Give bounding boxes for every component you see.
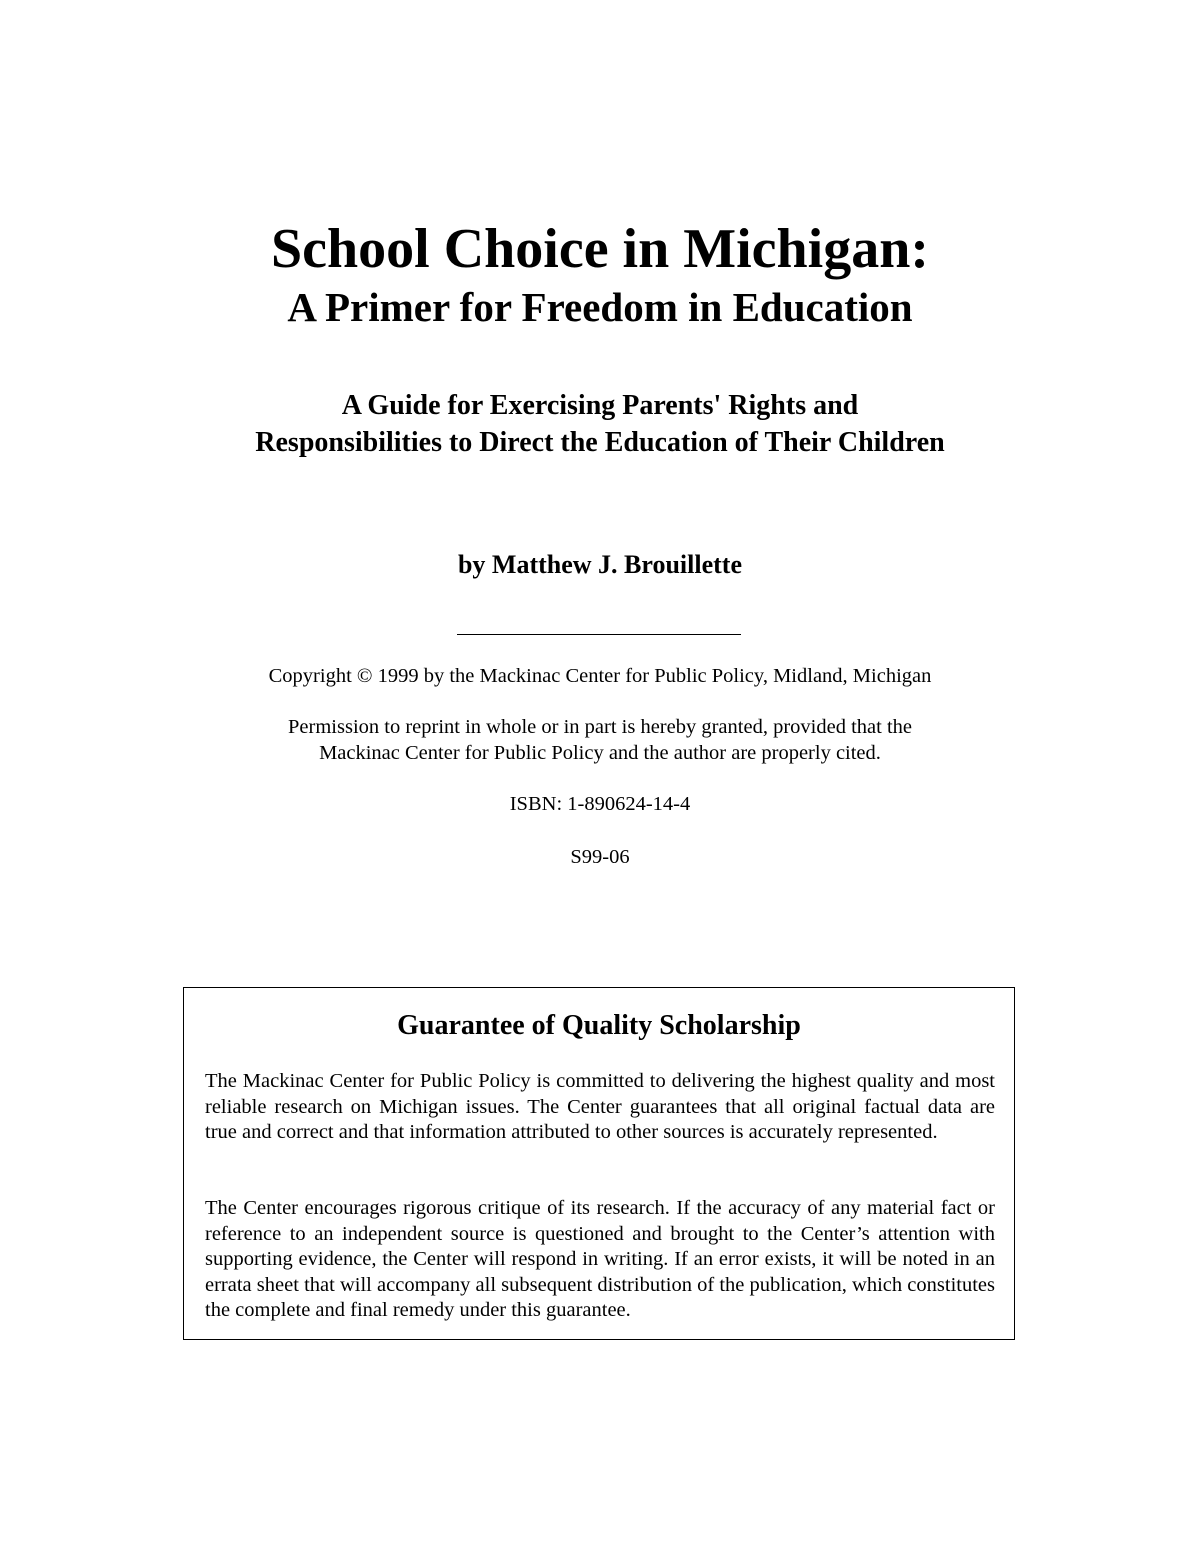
document-title: School Choice in Michigan: xyxy=(270,218,930,280)
guarantee-title: Guarantee of Quality Scholarship xyxy=(397,1010,801,1041)
guide-heading-line-1: A Guide for Exercising Parents' Rights and xyxy=(341,390,859,421)
reprint-permission-line-1: Permission to reprint in whole or in part is hereby granted, provided that the xyxy=(288,716,912,738)
reprint-permission-line-2: Mackinac Center for Public Policy and the author are properly cited. xyxy=(319,742,881,764)
guide-heading-line-2: Responsibilities to Direct the Education of Their Children xyxy=(255,427,945,458)
document-subtitle: A Primer for Freedom in Education xyxy=(287,284,913,330)
guide-heading xyxy=(0,387,1200,461)
reprint-permission xyxy=(0,714,1200,766)
guarantee-paragraph-2: The Center encourages rigorous critique of its research. If the accuracy of any material fact or reference to an independent source is questioned and brought to the Center’s attention with supporting evidence, the Center will respond in writing. If an error exists, it will be noted in an errata sheet that will accompany all subsequent distribution of the publication, which constitutes the complete and final remedy under this guarantee. xyxy=(205,1197,995,1321)
author-byline: by Matthew J. Brouillette xyxy=(457,550,743,579)
horizontal-rule xyxy=(457,634,741,635)
copyright-notice: Copyright © 1999 by the Mackinac Center for Public Policy, Midland, Michigan xyxy=(268,665,932,687)
isbn-number: ISBN: 1-890624-14-4 xyxy=(509,793,691,815)
guarantee-paragraph-1: The Mackinac Center for Public Policy is committed to delivering the highest quality and most reliable research on Michigan issues. The Center guarantees that all original factual data are true and correct and that information attributed to other sources is accurately represented. xyxy=(205,1070,995,1143)
guarantee-box xyxy=(183,987,1015,1340)
publication-code: S99-06 xyxy=(570,846,630,868)
